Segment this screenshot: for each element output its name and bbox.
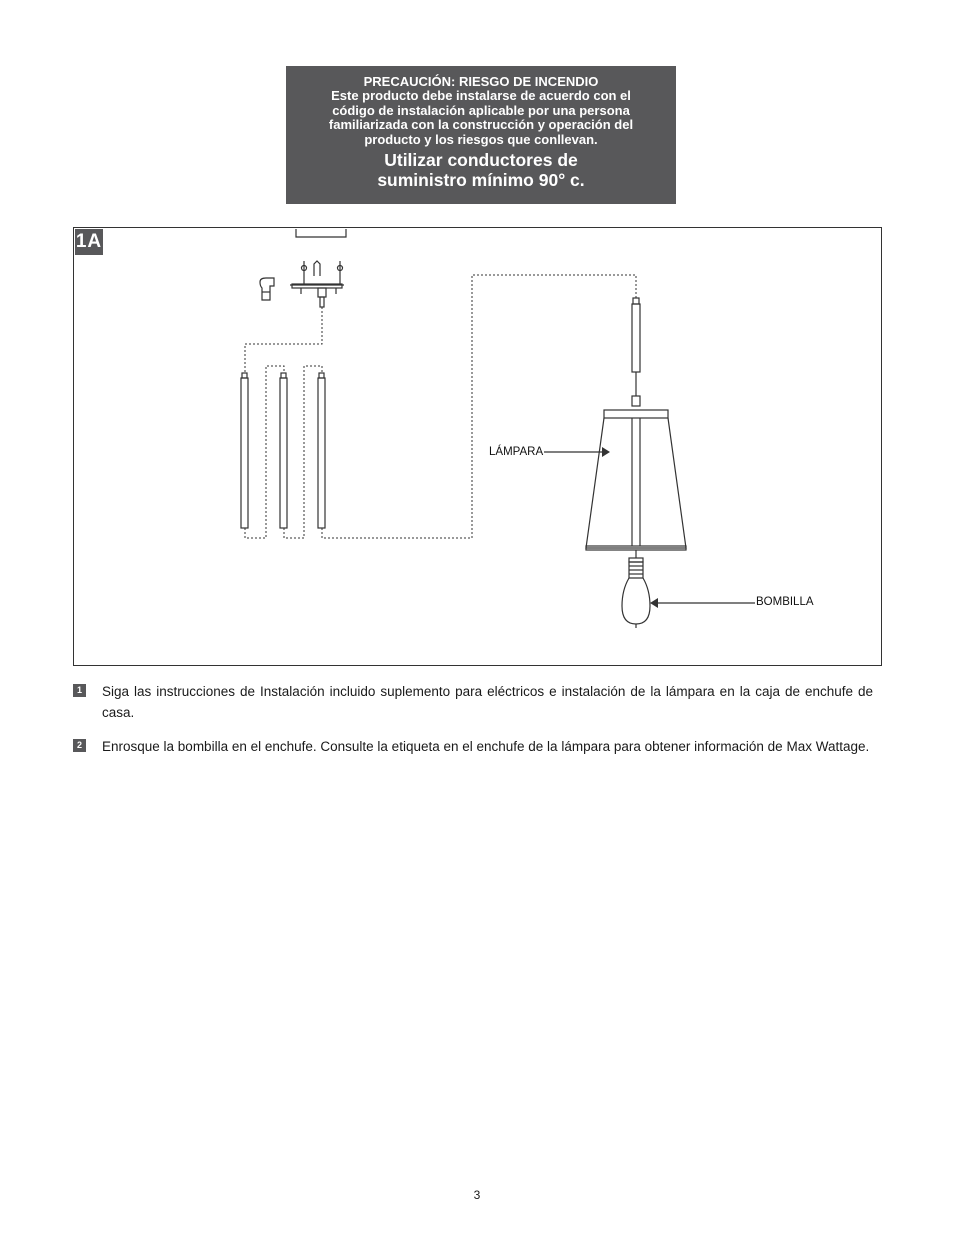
swivel-fitting <box>260 278 274 300</box>
step-2 <box>73 736 873 757</box>
canopy-assembly <box>290 261 344 307</box>
step-1 <box>73 681 873 723</box>
lamp-shade <box>586 396 686 558</box>
page-number: 3 <box>473 1188 481 1202</box>
step-number: 2 <box>73 739 86 752</box>
figure-label: 1A <box>75 229 103 255</box>
lamp-callout: LÁMPARA <box>489 446 544 458</box>
step-text: Siga las instrucciones de Instalación incluido suplemento para eléctricos e instalación de la lámpara en la caja de enchufe de casa. <box>102 684 873 720</box>
installation-figure <box>73 227 882 666</box>
step-text: Enrosque la bombilla en el enchufe. Consulte la etiqueta en el enchufe de la lámpara para obtener información de Max Wattage. <box>102 739 870 754</box>
caution-title: PRECAUCIÓN: RIESGO DE INCENDIO <box>363 74 599 89</box>
caution-emphasis: Utilizar conductores de suministro mínimo 90° c. <box>377 150 585 190</box>
ceiling-box <box>296 229 346 237</box>
downrods <box>241 298 640 528</box>
step-number: 1 <box>73 684 86 697</box>
bulb-callout: BOMBILLA <box>756 596 814 608</box>
bulb <box>622 558 650 628</box>
caution-box <box>286 66 676 204</box>
caution-body: Este producto debe instalarse de acuerdo con el código de instalación aplicable por una persona familiarizada con la construcción y operación del producto y los riesgos que conllevan. <box>328 88 634 147</box>
